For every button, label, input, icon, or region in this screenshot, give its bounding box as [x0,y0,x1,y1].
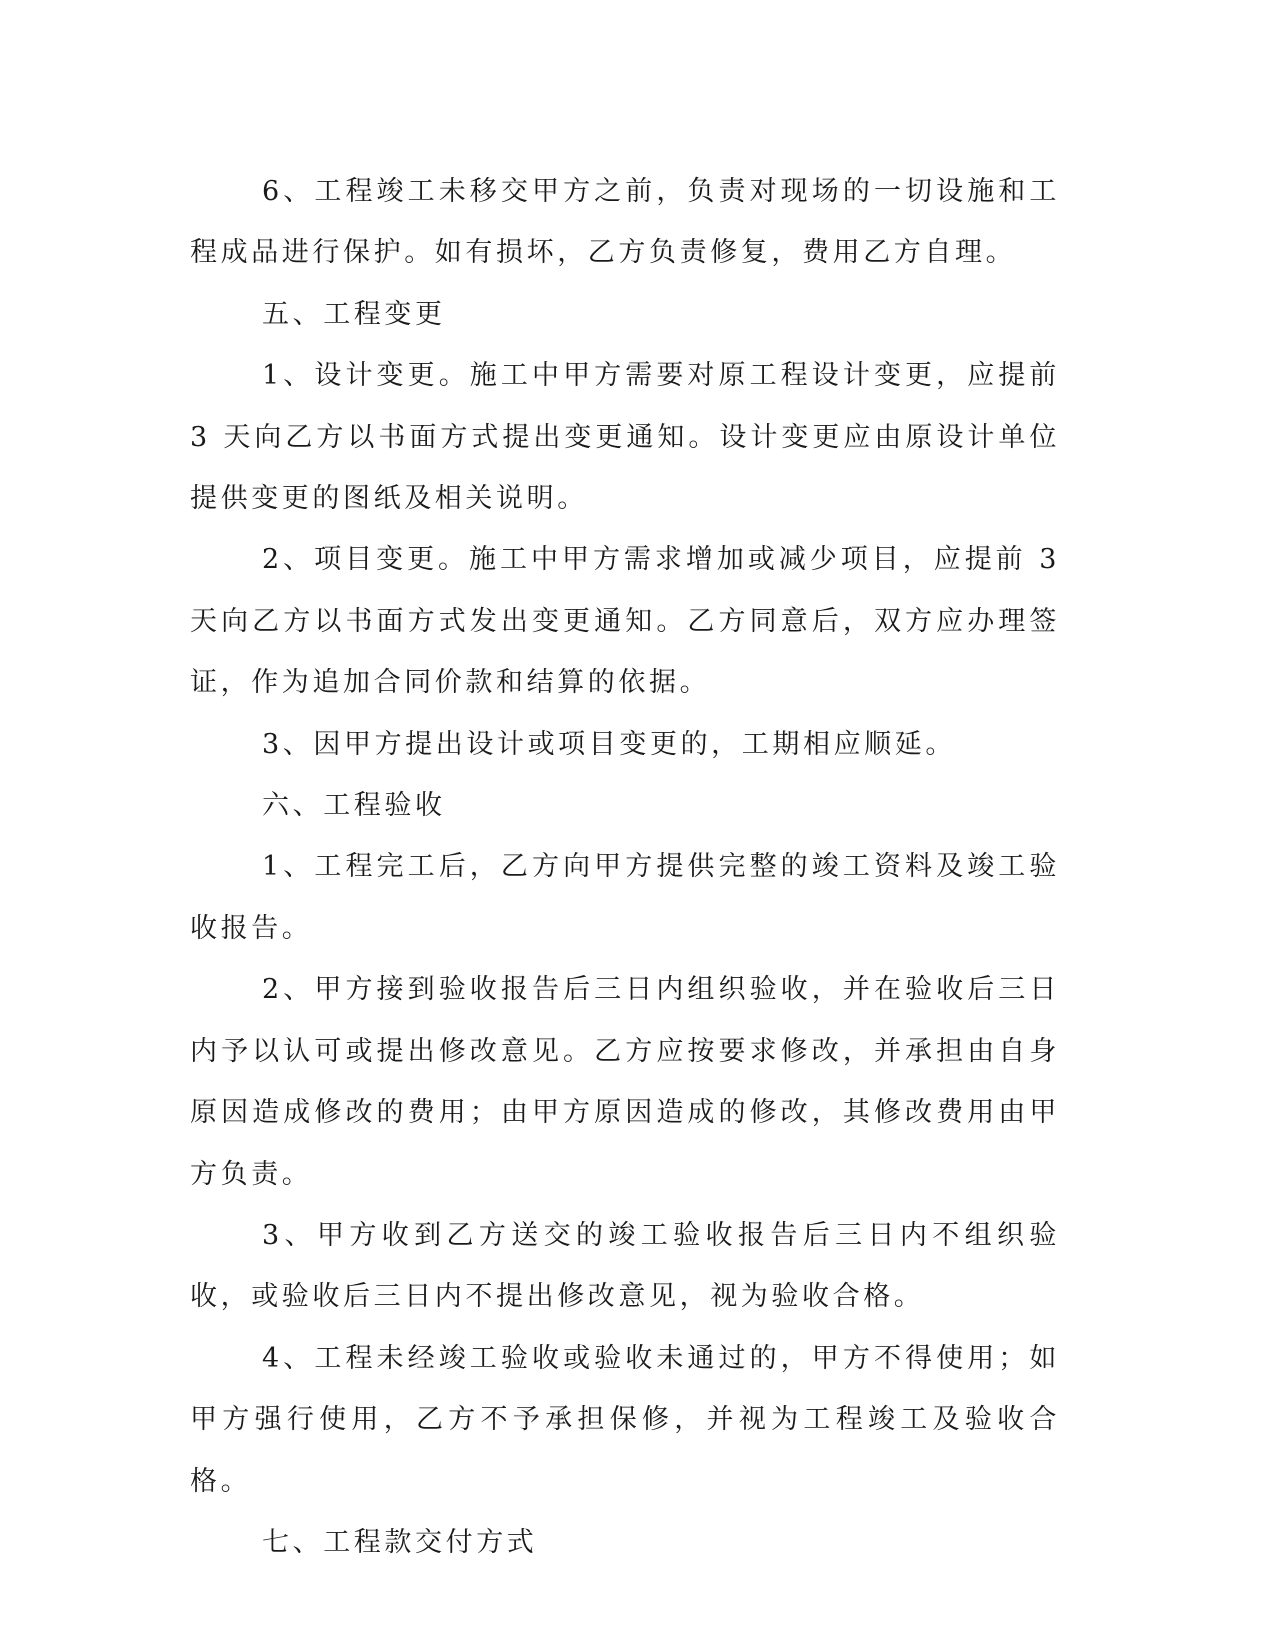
paragraph-design-change: 1、设计变更。施工中甲方需要对原工程设计变更，应提前 3 天向乙方以书面方式提出变更通知。设计变更应由原设计单位提供变更的图纸及相关说明。 [190,360,1060,515]
section-heading-6-acceptance: 六、工程验收 [262,790,446,822]
paragraph-deemed-acceptance: 3、甲方收到乙方送交的竣工验收报告后三日内不组织验收，或验收后三日内不提出修改意见，视为验收合格。 [190,1219,1060,1313]
paragraph-unaccepted-use: 4、工程未经竣工验收或验收未通过的，甲方不得使用；如甲方强行使用，乙方不予承担保修，并视为工程竣工及验收合格。 [190,1342,1060,1497]
section-heading-7-payment: 七、工程款交付方式 [262,1526,538,1558]
paragraph-completion-report: 1、工程完工后，乙方向甲方提供完整的竣工资料及竣工验收报告。 [190,851,1060,944]
paragraph-schedule-extension: 3、因甲方提出设计或项目变更的，工期相应顺延。 [262,728,956,760]
section-heading-5-changes: 五、工程变更 [262,298,446,330]
document-body [190,161,1060,1573]
paragraph-clause-6-protection: 6、工程竣工未移交甲方之前，负责对现场的一切设施和工程成品进行保护。如有损坏，乙方负责修复，费用乙方自理。 [190,176,1060,269]
paragraph-acceptance-procedure: 2、甲方接到验收报告后三日内组织验收，并在验收后三日内予以认可或提出修改意见。乙方应按要求修改，并承担由自身原因造成修改的费用；由甲方原因造成的修改，其修改费用由甲方负责。 [190,974,1060,1190]
paragraph-item-change: 2、项目变更。施工中甲方需求增加或减少项目，应提前 3 天向乙方以书面方式发出变更通知。乙方同意后，双方应办理签证，作为追加合同价款和结算的依据。 [190,544,1060,699]
